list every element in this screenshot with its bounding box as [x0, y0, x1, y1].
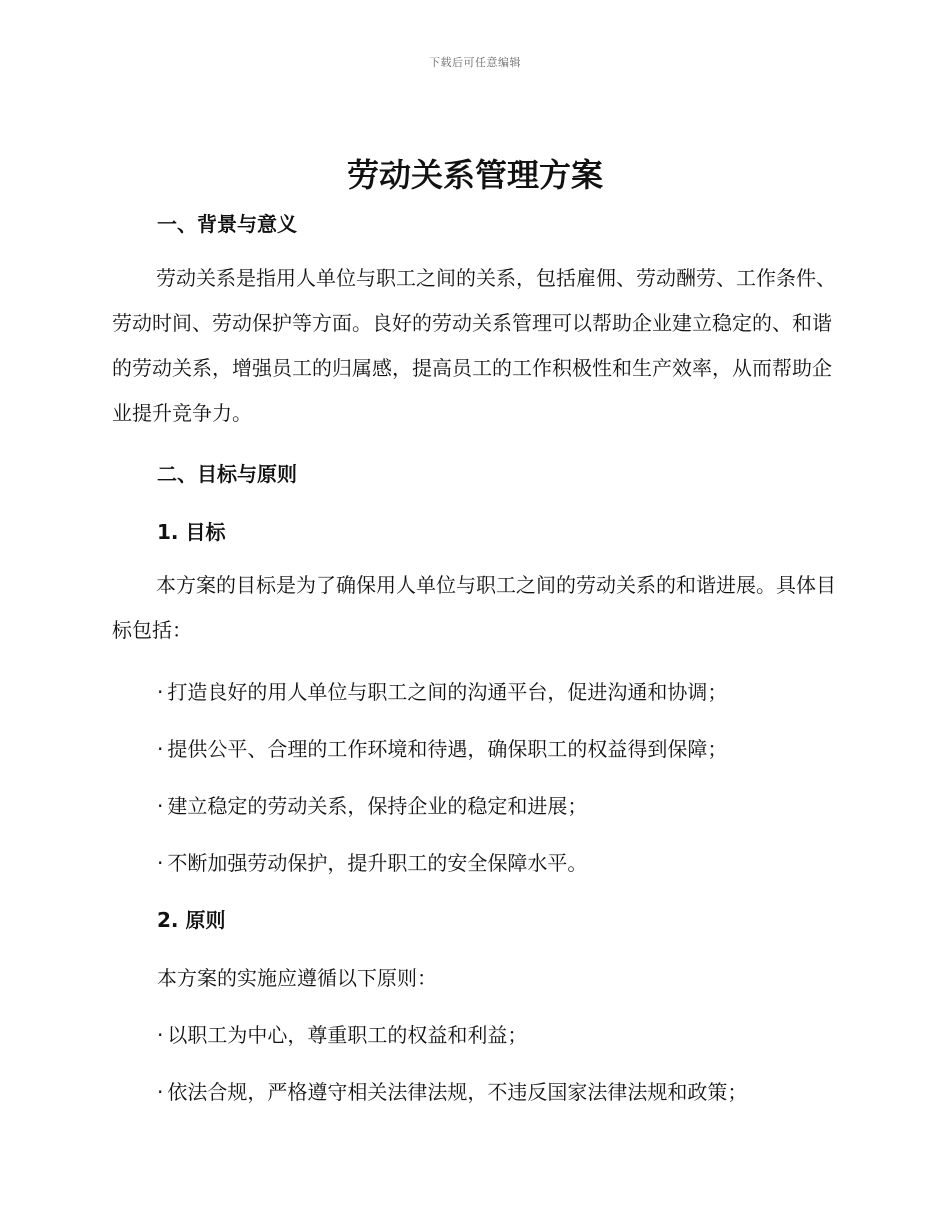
principles-intro-paragraph: 本方案的实施应遵循以下原则：	[157, 966, 437, 990]
bullet-dot-icon: ·	[157, 680, 164, 704]
goal-bullet-item	[157, 847, 587, 876]
section-heading-goals-principles: 二、目标与原则	[157, 462, 297, 486]
bullet-dot-icon: ·	[157, 737, 164, 761]
goal-bullet-text: 打造良好的用人单位与职工之间的沟通平台，促进沟通和协调；	[167, 680, 728, 704]
goal-bullet-item	[157, 790, 587, 819]
principle-bullet-item	[157, 1076, 747, 1105]
goal-bullet-text: 建立稳定的劳动关系，保持企业的稳定和进展；	[167, 794, 588, 818]
principle-bullet-text: 依法合规，严格遵守相关法律法规，不违反国家法律法规和政策；	[167, 1080, 748, 1104]
goal-bullet-text: 不断加强劳动保护，提升职工的安全保障水平。	[167, 851, 588, 875]
bullet-dot-icon: ·	[157, 1023, 164, 1047]
subheading-goals: 1. 目标	[157, 520, 226, 544]
goal-bullet-item	[157, 733, 727, 762]
principle-bullet-text: 以职工为中心，尊重职工的权益和利益；	[167, 1023, 528, 1047]
bullet-dot-icon: ·	[157, 1080, 164, 1104]
section-heading-background: 一、背景与意义	[157, 212, 297, 236]
bullet-dot-icon: ·	[157, 851, 164, 875]
page-watermark: 下载后可任意编辑	[429, 56, 521, 69]
document-title: 劳动关系管理方案	[346, 156, 603, 194]
background-paragraph: 劳动关系是指用人单位与职工之间的关系，包括雇佣、劳动酬劳、工作条件、劳动时间、劳动保护等方面。良好的劳动关系管理可以帮助企业建立稳定的、和谐的劳动关系，增强员工的归属感，提高员工的工作积极性和生产效率，从而帮助企业提升竞争力。	[112, 266, 836, 425]
goal-bullet-item	[157, 676, 727, 705]
goals-intro-paragraph: 本方案的目标是为了确保用人单位与职工之间的劳动关系的和谐进展。具体目标包括：	[112, 573, 836, 642]
bullet-dot-icon: ·	[157, 794, 164, 818]
subheading-principles: 2. 原则	[157, 908, 226, 932]
goal-bullet-text: 提供公平、合理的工作环境和待遇，确保职工的权益得到保障；	[167, 737, 728, 761]
principle-bullet-item	[157, 1019, 527, 1048]
